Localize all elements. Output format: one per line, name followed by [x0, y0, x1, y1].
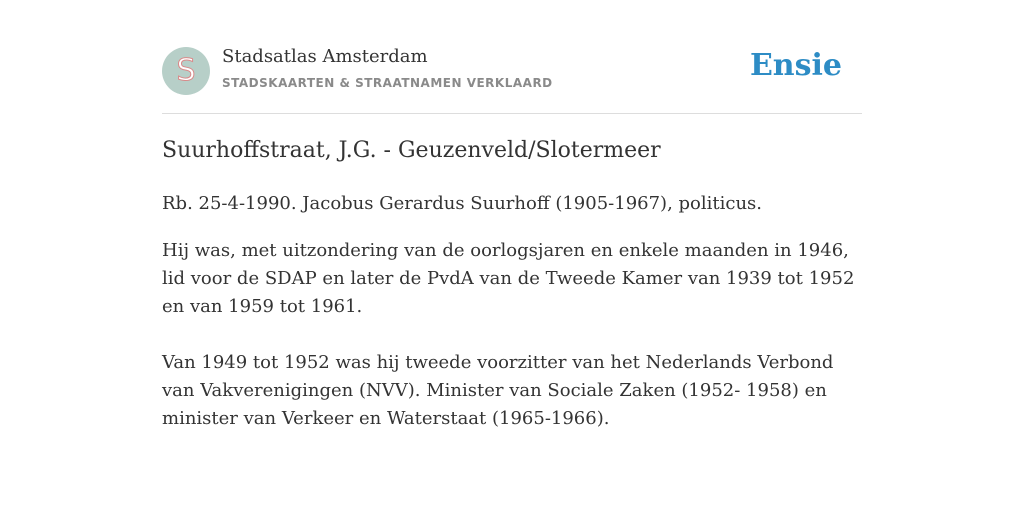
source-header — [162, 46, 862, 96]
entry-paragraph-1: Rb. 25-4-1990. Jacobus Gerardus Suurhoff (1905-1967), politicus. — [162, 193, 763, 214]
source-subtitle: STADSKAARTEN & STRAATNAMEN VERKLAARD — [222, 76, 553, 90]
entry-paragraph-2: Hij was, met uitzondering van de oorlogsjaren en enkele maanden in 1946, lid voor de SDAP en later de PvdA van de Tweede Kamer van 1939 tot 1952 en van 1959 tot 1961. — [162, 240, 855, 317]
source-title[interactable]: Stadsatlas Amsterdam — [222, 46, 428, 67]
entry-card — [162, 0, 862, 512]
entry-title: Suurhoffstraat, J.G. - Geuzenveld/Slotermeer — [162, 138, 661, 163]
header-divider — [162, 113, 862, 114]
source-avatar[interactable]: S — [162, 47, 210, 95]
ensie-logo-link[interactable]: Ensie — [749, 48, 842, 83]
entry-paragraph-3: Van 1949 tot 1952 was hij tweede voorzitter van het Nederlands Verbond van Vakverenigingen (NVV). Minister van Sociale Zaken (1952- 1958) en minister van Verkeer en Waterstaat (1965-1966). — [162, 352, 834, 429]
